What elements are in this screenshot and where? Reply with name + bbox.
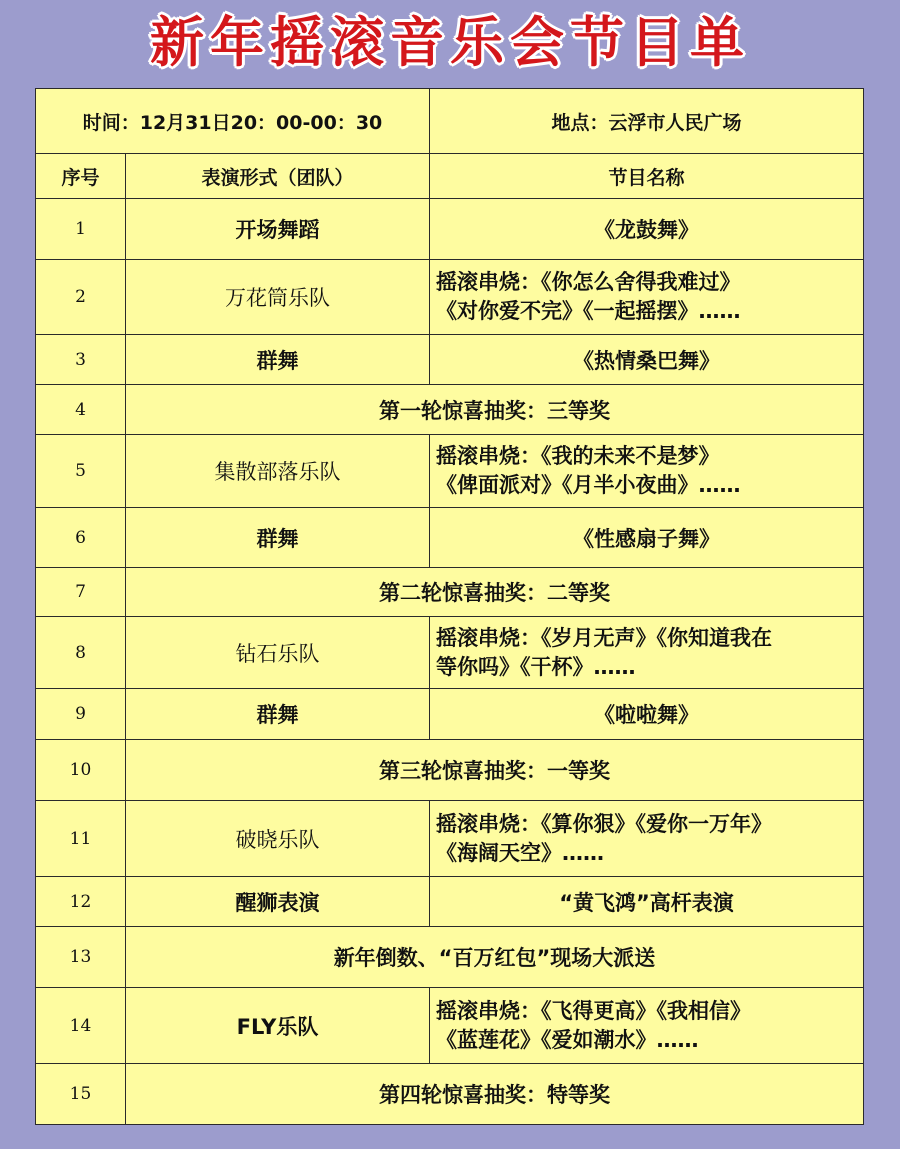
row-number: 6: [36, 508, 126, 568]
merged-cell: 第三轮惊喜抽奖：一等奖: [126, 740, 864, 801]
event-time: 时间：12月31日20：00-00：30: [36, 89, 430, 154]
program-cell: “黄飞鸿”高杆表演: [430, 877, 864, 927]
program-line: 摇滚串烧：《飞得更高》《我相信》: [436, 998, 751, 1023]
merged-cell: 第四轮惊喜抽奖：特等奖: [126, 1064, 864, 1125]
table-row: [36, 435, 864, 508]
table-row: [36, 801, 864, 877]
program-cell: [430, 617, 864, 689]
table-row: [36, 385, 864, 435]
program-table: [35, 88, 864, 1125]
table-row: [36, 508, 864, 568]
row-number: 12: [36, 877, 126, 927]
program-line: 《俾面派对》《月半小夜曲》……: [436, 473, 741, 497]
program-cell: 《热情桑巴舞》: [430, 335, 864, 385]
row-number: 4: [36, 385, 126, 435]
performer-cell: 群舞: [126, 508, 430, 568]
row-number: 15: [36, 1064, 126, 1125]
program-cell: [430, 801, 864, 877]
program-line: 摇滚串烧：《我的未来不是梦》: [436, 444, 720, 468]
table-row: [36, 689, 864, 740]
performer-cell: 集散部落乐队: [126, 435, 430, 508]
column-header-number: 序号: [36, 154, 126, 199]
performer-cell: 醒狮表演: [126, 877, 430, 927]
row-number: 1: [36, 199, 126, 260]
program-cell: 《啦啦舞》: [430, 689, 864, 740]
merged-cell: 第二轮惊喜抽奖：二等奖: [126, 568, 864, 617]
row-number: 13: [36, 927, 126, 988]
merged-cell: 第一轮惊喜抽奖：三等奖: [126, 385, 864, 435]
row-number: 2: [36, 260, 126, 335]
program-line: 《对你爱不完》《一起摇摆》……: [436, 299, 741, 323]
table-row: [36, 335, 864, 385]
program-line: 《蓝莲花》《爱如潮水》……: [436, 1027, 699, 1052]
info-row: [36, 89, 864, 154]
program-line: 《海阔天空》……: [436, 840, 604, 865]
column-header-performer: 表演形式（团队）: [126, 154, 430, 199]
page-title: 新年摇滚音乐会节目单: [150, 11, 750, 74]
program-line: 摇滚串烧：《你怎么舍得我难过》: [436, 270, 741, 294]
row-number: 14: [36, 988, 126, 1064]
table-row: [36, 199, 864, 260]
row-number: 8: [36, 617, 126, 689]
row-number: 9: [36, 689, 126, 740]
table-row: [36, 260, 864, 335]
table-row: [36, 988, 864, 1064]
performer-cell: 群舞: [126, 689, 430, 740]
performer-cell: 群舞: [126, 335, 430, 385]
program-cell: [430, 988, 864, 1064]
program-cell: [430, 435, 864, 508]
event-place: 地点：云浮市人民广场: [430, 89, 864, 154]
table-row: [36, 740, 864, 801]
table-row: [36, 617, 864, 689]
row-number: 3: [36, 335, 126, 385]
table-row: [36, 568, 864, 617]
performer-cell: FLY乐队: [126, 988, 430, 1064]
performer-cell: 破晓乐队: [126, 801, 430, 877]
program-line: 等你吗》《干杯》……: [436, 654, 636, 679]
table-header-row: [36, 154, 864, 199]
performer-cell: 开场舞蹈: [126, 199, 430, 260]
merged-cell: 新年倒数、“百万红包”现场大派送: [126, 927, 864, 988]
performer-cell: 万花筒乐队: [126, 260, 430, 335]
table-row: [36, 877, 864, 927]
program-cell: 《性感扇子舞》: [430, 508, 864, 568]
program-line: 摇滚串烧：《算你狠》《爱你一万年》: [436, 811, 772, 836]
program-cell: [430, 260, 864, 335]
performer-cell: 钻石乐队: [126, 617, 430, 689]
table-row: [36, 1064, 864, 1125]
row-number: 11: [36, 801, 126, 877]
program-cell: 《龙鼓舞》: [430, 199, 864, 260]
table-row: [36, 927, 864, 988]
program-line: 摇滚串烧：《岁月无声》《你知道我在: [436, 625, 772, 650]
column-header-program: 节目名称: [430, 154, 864, 199]
row-number: 5: [36, 435, 126, 508]
row-number: 10: [36, 740, 126, 801]
row-number: 7: [36, 568, 126, 617]
